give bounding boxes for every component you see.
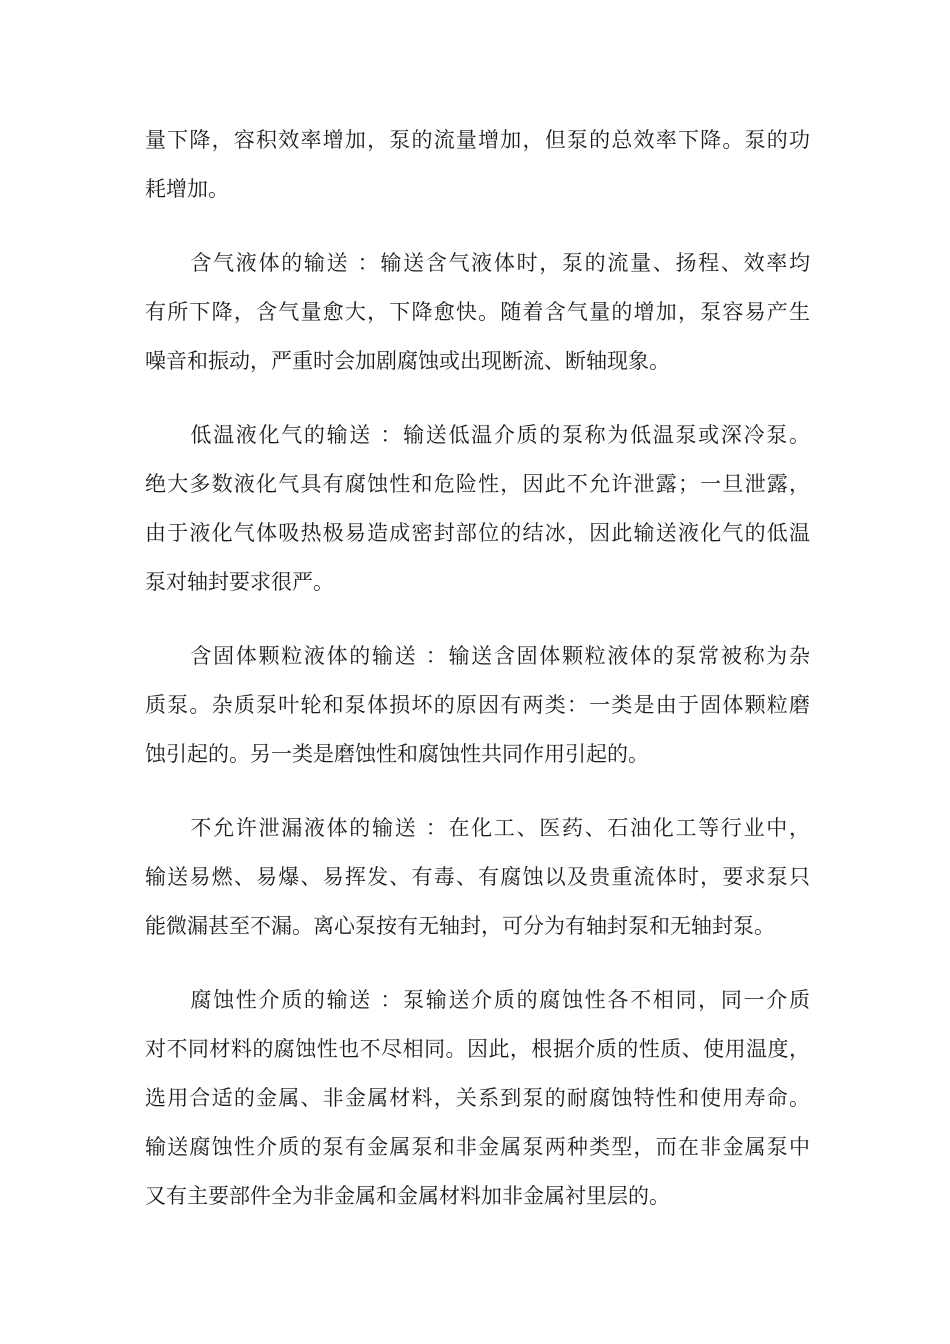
- text-line: 不允许泄漏液体的输送 ：在化工、医药、石油化工等行业中，: [145, 816, 810, 840]
- text-line: 泵对轴封要求很严。: [145, 570, 334, 594]
- text-line: 低温液化气的输送 ：输送低温介质的泵称为低温泵或深冷泵。: [145, 423, 810, 447]
- text-line: 由于液化气体吸热极易造成密封部位的结冰，因此输送液化气的低温: [145, 521, 810, 545]
- text-line: 腐蚀性介质的输送 ：泵输送介质的腐蚀性各不相同，同一介质: [145, 988, 810, 1012]
- text-line: 蚀引起的。另一类是磨蚀性和腐蚀性共同作用引起的。: [145, 742, 649, 766]
- text-line: 耗增加。: [145, 177, 229, 201]
- text-line: 绝大多数液化气具有腐蚀性和危险性，因此不允许泄露；一旦泄露，: [145, 472, 810, 496]
- text-line: 含固体颗粒液体的输送 ：输送含固体颗粒液体的泵常被称为杂: [145, 644, 810, 668]
- text-line: 输送易燃、易爆、易挥发、有毒、有腐蚀以及贵重流体时，要求泵只: [145, 865, 810, 889]
- text-line: 量下降，容积效率增加，泵的流量增加，但泵的总效率下降。泵的功: [145, 128, 810, 152]
- text-line: 有所下降，含气量愈大，下降愈快。随着含气量的增加，泵容易产生: [145, 300, 810, 324]
- text-line: 噪音和振动，严重时会加剧腐蚀或出现断流、断轴现象。: [145, 349, 670, 373]
- text-line: 输送腐蚀性介质的泵有金属泵和非金属泵两种类型，而在非金属泵中: [145, 1135, 810, 1159]
- text-line: 选用合适的金属、非金属材料，关系到泵的耐腐蚀特性和使用寿命。: [145, 1086, 810, 1110]
- text-line: 对不同材料的腐蚀性也不尽相同。因此，根据介质的性质、使用温度，: [145, 1037, 810, 1061]
- text-line: 质泵。杂质泵叶轮和泵体损坏的原因有两类：一类是由于固体颗粒磨: [145, 693, 810, 717]
- text-line: 又有主要部件全为非金属和金属材料加非金属衬里层的。: [145, 1184, 670, 1208]
- text-line: 含气液体的输送 ：输送含气液体时，泵的流量、扬程、效率均: [145, 251, 810, 275]
- text-line: 能微漏甚至不漏。离心泵按有无轴封，可分为有轴封泵和无轴封泵。: [145, 914, 775, 938]
